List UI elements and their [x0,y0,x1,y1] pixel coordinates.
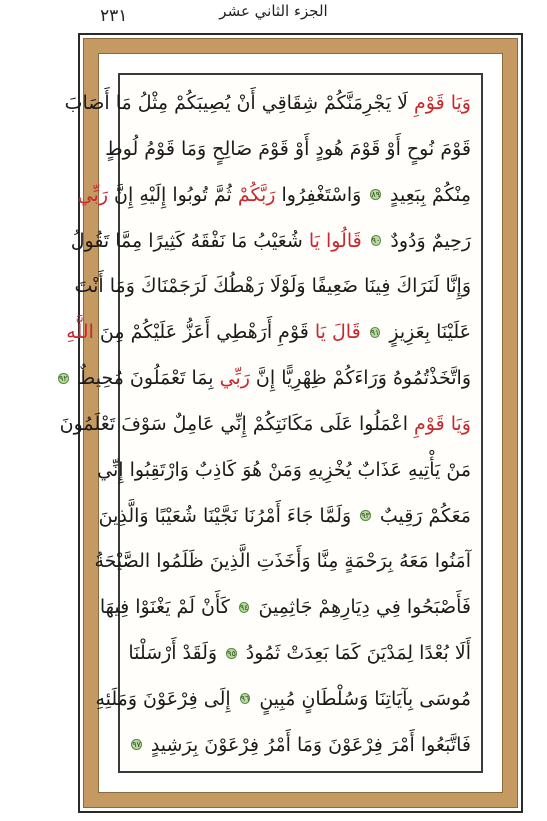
highlighted-word: رَبَّكُمْ [237,183,276,206]
ayah-number-marker: ٩٣ [361,511,370,521]
text-panel [59,73,483,773]
verse-line [132,725,471,765]
page-frame [59,33,523,813]
verse-text: وَلَقَدْ أَرْسَلْنَا [128,642,224,665]
verse-line [70,221,471,261]
ayah-number-marker: ٩٢ [59,373,68,383]
verse-line [128,633,471,673]
quran-text-block [59,83,471,765]
verse-line [105,129,471,169]
verse-text: وَإِنَّا لَنَرَاكَ فِينَا ضَعِيفًا وَلَوْلَا رَهْطُكَ لَرَجَمْنَاكَ وَمَا أَنْتَ [74,275,471,298]
verse-text: إِلَى فِرْعَوْنَ وَمَلَئِهِ [95,687,237,710]
verse-line [94,541,471,581]
verse-line [74,266,471,306]
verse-text: مُوسَى بِآيَاتِنَا وَسُلْطَانٍ مُبِينٍ [253,687,471,710]
highlighted-word: وَيَا قَوْمِ [414,92,471,114]
verse-text: عَلَيْنَا بِعَزِيزٍ [383,321,471,344]
decorative-border [59,39,517,807]
verse-line [77,175,471,215]
verse-text: فَاتَّبَعُوا أَمْرَ فِرْعَوْنَ وَمَا أَمْرُ فِرْعَوْنَ بِرَشِيدٍ [144,733,471,756]
highlighted-word: رَبِّي [77,183,109,206]
verse-text: شُعَيْبُ مَا نَفْقَهُ كَثِيرًا مِمَّا تَقُولُ [70,229,309,252]
ayah-number-marker: ٩٤ [239,602,249,612]
verse-line [98,496,471,536]
highlighted-word: قَالَ يَا [314,321,361,344]
verse-line [64,83,471,123]
ayah-number-marker: ٩٧ [132,740,141,750]
verse-text: آمَنُوا مَعَهُ بِرَحْمَةٍ مِنَّا وَأَخَذَتِ الَّذِينَ ظَلَمُوا الصَّيْحَةُ [94,550,471,573]
verse-text: لَا يَجْرِمَنَّكُمْ شِقَاقِي أَنْ يُصِيبَكُمْ مِثْلُ مَا أَصَابَ [64,92,415,114]
verse-line [66,312,471,352]
verse-line [97,450,471,490]
verse-text: بِمَا تَعْمَلُونَ مُحِيطٌ [71,367,220,390]
verse-text: وَلَمَّا جَاءَ أَمْرُنَا نَجَّيْنَا شُعَيْبًا وَالَّذِينَ [98,504,358,527]
highlighted-word: قَالُوا يَا [308,229,362,252]
verse-text: ثُمَّ تُوبُوا إِلَيْهِ إِنَّ [108,183,238,206]
highlighted-word: وَيَا قَوْمِ [414,412,471,435]
verse-text: وَاسْتَغْفِرُوا [275,183,368,206]
verse-text: وَاتَّخَذْتُمُوهُ وَرَاءَكُمْ ظِهْرِيًّا إِنَّ [249,367,471,390]
verse-text: مَنْ يَأْتِيهِ عَذَابٌ يُخْزِيهِ وَمَنْ هُوَ كَاذِبٌ وَارْتَقِبُوا إِنِّي [97,458,471,481]
juz-title: الجزء الثاني عشر [219,2,328,20]
ayah-number-marker: ٩٥ [227,648,236,658]
ayah-number-marker: ٩٠ [371,236,381,246]
verse-text: فَأَصْبَحُوا فِي دِيَارِهِمْ جَاثِمِينَ [252,596,471,619]
verse-text: مِنْكُمْ بِبَعِيدٍ [383,183,471,206]
verse-line [99,587,471,627]
ayah-number-marker: ٩١ [370,327,380,337]
verse-text [362,230,368,252]
verse-text: كَأَنْ لَمْ يَغْنَوْا فِيهَا [99,596,236,619]
ayah-number-marker: ٩٦ [240,694,250,704]
verse-line [95,679,471,719]
page-number: ٢٣١ [100,6,128,26]
verse-text: قَوْمَ نُوحٍ أَوْ قَوْمَ هُودٍ أَوْ قَوْمَ صَالِحٍ وَمَا قَوْمُ لُوطٍ [105,137,471,160]
highlighted-word: رَبِّي [219,367,250,390]
verse-text: قَوْمِ أَرَهْطِي أَعَزُّ عَلَيْكُمْ مِنَ [93,321,315,344]
verse-line [59,358,471,398]
highlighted-word: اللَّهِ [66,321,94,344]
verse-text: رَحِيمٌ وَدُودٌ [384,229,471,252]
verse-text: مَعَكُمْ رَقِيبٌ [373,504,471,527]
verse-text [361,321,367,343]
ayah-number-marker: ٨٩ [371,190,380,200]
verse-text: أَلَا بُعْدًا لِمَدْيَنَ كَمَا بَعِدَتْ ثَمُودُ [239,642,471,665]
verse-line [59,404,471,444]
verse-text: اعْمَلُوا عَلَى مَكَانَتِكُمْ إِنِّي عَامِلٌ سَوْفَ تَعْلَمُونَ [59,412,415,435]
